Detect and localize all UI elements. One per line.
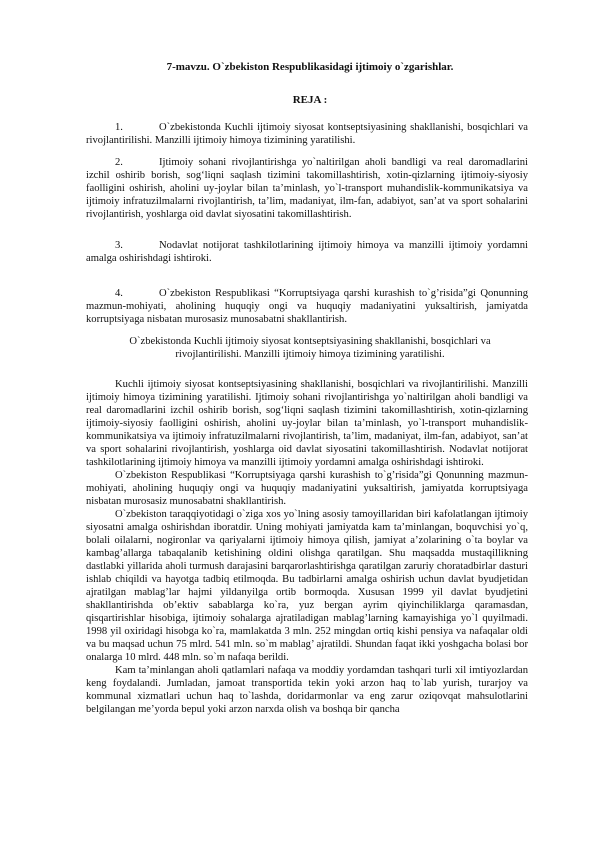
- plan-heading: REJA :: [292, 94, 328, 106]
- body-paragraph: O`zbekiston taraqqiyotidagi o`ziga xos yo`lning asosiy tamoyillaridan biri kafolatlangan ijtimoiy siyosatni amalga oshirishdan iboratdir. Uning mohiyati jamiyatda kam ta’minlangan, boquvchisi yo`q, bolali oilalarni, nogironlar va qariyalarni ijtimoiy himoya qilish, jamiyat a’zolarining o`ta boylar va kambag’allarga tabaqalanib ketishining oldini olishga qaratilgan. Shu maqsadda mustaqillikning dastlabki yillarida aholi turmush darajasini barqarorlashtirishga qaratilgan zaruriy choratadbirlar dasturi ishlab chiqildi va hayotga tadbiq etilmoqda. Bu tadbirlarni amalga oshirish uchun davlat byudjetidan ajratilgan mablag’lar hajmi yildanyilga ortib bormoqda. Xususan 1999 yil davlat byudjetini shakllantirishda ob’ektiv sabablarga ko`ra, yuz bergan ayrim qiyinchiliklarga qaramasdan, qisqartirishlar hisobiga, ijtimoiy sohalarga ajratiladigan mablag’larning kamayishiga yo`l quyilmadi. 1998 yil oxiridagi hisobga ko`ra, mamlakatda 3 mln. 252 mingdan ortiq kishi pensiya va nafaqalar oldi va bu maqsad uchun 75 mlrd. 541 mln. so`m mablag’ ajratildi. Shundan faqat ikki yoshgacha bolasi bor onalarga 10 mlrd. 448 mln. so`m nafaqa berildi.: [86, 509, 528, 663]
- plan-item-4: [86, 287, 528, 326]
- body-paragraph: Kam ta’minlangan aholi qatlamlari nafaqa va moddiy yordamdan tashqari turli xil imtiyozlardan keng foydalandi. Jumladan, jamoat transportida tekin yoki arzon haq to`lab yurish, turarjoy va kommunal xizmatlari uchun haq to`lashda, doridarmonlar va eng zarur oziqovqat mahsulotlarini belgilangan me’yorda bepul yoki arzon narxda olish va boshqa bir qancha: [86, 665, 528, 715]
- document-title: 7-mavzu. O`zbekiston Respublikasidagi ijtimoiy o`zgarishlar.: [166, 61, 454, 73]
- plan-item-3: [86, 239, 528, 265]
- plan-item-number: 2.: [115, 157, 123, 168]
- body-paragraph: O`zbekiston Respublikasi “Korruptsiyaga qarshi kurashish to`g’risida”gi Qonunning mazmun-mohiyati, aholining huquqiy ongi va huquqiy madaniyatini yuksaltirish, jamiyatda korruptsiyaga nisbatan murosasiz munosabatni shakllantirish.: [86, 470, 528, 507]
- body-text: [86, 378, 528, 716]
- plan-item-text: O`zbekiston Respublikasi “Korruptsiyaga qarshi kurashish to`g’risida”gi Qonunning mazmun-mohiyati, aholining huquqiy ongi va huquqiy madaniyatini yuksaltirish, jamiyatda korruptsiyaga nisbatan murosasiz munosabatni shakllantirish.: [86, 288, 528, 325]
- body-paragraph: Kuchli ijtimoiy siyosat kontseptsiyasining shakllanishi, bosqichlari va rivojlantirilishi. Manzilli ijtimoiy himoya tizimining yaratilishi. Ijtimoiy sohani rivojlantirishga yo`naltirilgan aholi bandligi va real daromadlarini izchil oshirib borish, sog‘liqni saqlash tizimini takomillashtirish, xotin-qizlarning ijtimoiy-siyosiy faolligini oshirish, aholini uy-joylar bilan ta’minlash, yo`l-transport muhandislik-kommunikatsiya va ijtimoiy infratuzilmalarni rivojlantirish, ta’lim, madaniyat, ilm-fan, adabiyot, san’at va sport sohalarini rivojlantirish, yoshlarga oid davlat siyosatini takomillashtirish. Nodavlat notijorat tashkilotlarining ijtimoiy himoya va manzilli ijtimoiy yordamni amalga oshirishdagi ishtiroki.: [86, 379, 528, 468]
- plan-item-2: [86, 156, 528, 221]
- plan-item-text: Nodavlat notijorat tashkilotlarining ijtimoiy himoya va manzilli ijtimoiy yordamni amalga oshirishdagi ishtiroki.: [86, 240, 528, 264]
- plan-item-number: 4.: [115, 288, 123, 299]
- plan-item-text: O`zbekistonda Kuchli ijtimoiy siyosat kontseptsiyasining shakllanishi, bosqichlari va rivojlantirilishi. Manzilli ijtimoiy himoya tizimining yaratilishi.: [86, 122, 528, 146]
- section-subtitle: O`zbekistonda Kuchli ijtimoiy siyosat kontseptsiyasining shakllanishi, bosqichlari va rivojlantirilishi. Manzilli ijtimoiy himoya tizimining yaratilishi.: [129, 336, 491, 360]
- plan-item-number: 3.: [115, 240, 123, 251]
- plan-item-1: [86, 121, 528, 147]
- plan-item-text: Ijtimoiy sohani rivojlantirishga yo`naltirilgan aholi bandligi va real daromadlarini izchil oshirib borish, sog‘liqni saqlash tizimini takomillashtirish, xotin-qizlarning ijtimoiy-siyosiy faolligini oshirish, aholini uy-joylar bilan ta’minlash, yo`l-transport muhandislik-kommunikatsiya va ijtimoiy infratuzilmalarni rivojlantirish, ta’lim, madaniyat, ilm-fan, adabiyot, san’at va sport sohalarini rivojlantirish, yoshlarga oid davlat siyosatini takomillashtirish.: [86, 157, 528, 220]
- plan-item-number: 1.: [115, 122, 123, 133]
